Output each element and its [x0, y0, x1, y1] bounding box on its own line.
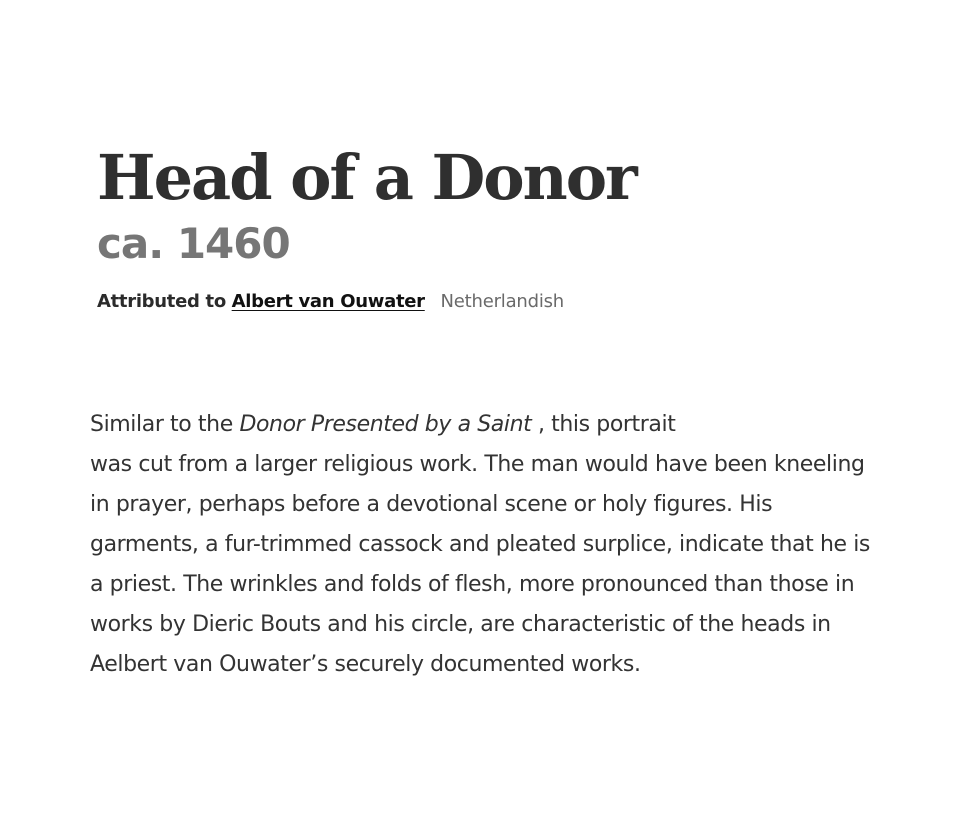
- artwork-header: [97, 138, 897, 314]
- referenced-work-title: Donor Presented by a Saint: [239, 412, 532, 437]
- attribution-line: [97, 290, 897, 314]
- artwork-description: [90, 405, 880, 685]
- description-intro: Similar to the: [90, 412, 240, 437]
- artwork-date: ca. 1460: [97, 219, 290, 268]
- description-body: was cut from a larger religious work. The man would have been kneeling in prayer, perhaps before a devotional scene or holy figures. His garments, a fur-trimmed cassock and pleated surplice, indicate that he is a priest. The wrinkles and folds of flesh, more pronounced than those in works by Dieric Bouts and his circle, are characteristic of the heads in Aelbert van Ouwater’s securely documented works.: [90, 452, 870, 677]
- artist-nationality: Netherlandish: [440, 291, 565, 312]
- description-after-reference: , this portrait: [531, 412, 676, 437]
- attribution-prefix: Attributed to: [97, 291, 226, 312]
- artist-link[interactable]: Albert van Ouwater: [231, 291, 425, 312]
- artwork-title: Head of a Donor: [97, 141, 636, 214]
